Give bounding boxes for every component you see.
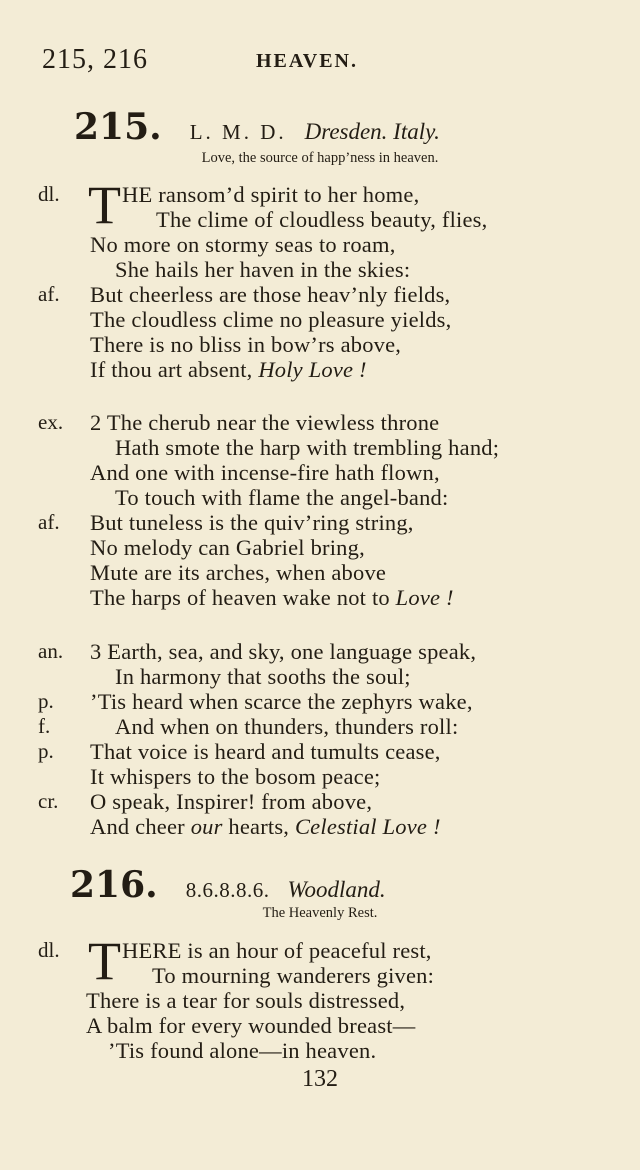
verse-line: No melody can Gabriel bring, bbox=[90, 535, 365, 560]
verse-line: HE ransom’d spirit to her home, bbox=[122, 182, 420, 207]
hymn-216-subtitle: The Heavenly Rest. bbox=[262, 905, 378, 921]
verse-italic: our bbox=[190, 814, 223, 839]
verse-line: It whispers to the bosom peace; bbox=[90, 764, 381, 789]
verse-line: The clime of cloudless beauty, flies, bbox=[156, 207, 488, 232]
verse-line: O speak, Inspirer! from above, bbox=[90, 789, 373, 814]
hymn-215-meter: L. M. D. bbox=[189, 120, 287, 144]
verse-line: And when on thunders, thunders roll: bbox=[115, 714, 459, 739]
drop-cap: T bbox=[88, 931, 121, 991]
verse-line: ’Tis heard when scarce the zephyrs wake, bbox=[90, 689, 473, 714]
verse-text: And cheer bbox=[90, 814, 191, 839]
running-head bbox=[42, 44, 602, 78]
dynamic-mark: an. bbox=[38, 639, 64, 663]
verse-line: And one with incense-fire hath flown, bbox=[90, 460, 440, 485]
verse-line bbox=[90, 814, 441, 840]
verse-line: ’Tis found alone—in heaven. bbox=[108, 1038, 377, 1063]
verse-italic: Holy Love ! bbox=[258, 357, 367, 382]
verse-line: In harmony that sooths the soul; bbox=[115, 664, 411, 689]
dynamic-mark: f. bbox=[38, 714, 51, 738]
verse-text: If thou art absent, bbox=[90, 357, 259, 382]
hymn-216-meter: 8.6.8.8.6. bbox=[185, 878, 270, 902]
hymn-215-number: 215. bbox=[74, 106, 162, 148]
verse-line: There is no bliss in bow’rs above, bbox=[90, 332, 402, 357]
verse-line: 2 The cherub near the viewless throne bbox=[90, 410, 440, 435]
verse-line: To touch with flame the angel-band: bbox=[115, 485, 449, 510]
hymn-216-heading bbox=[70, 864, 386, 904]
verse-text: The harps of heaven wake not to bbox=[90, 585, 396, 610]
verse-line: But cheerless are those heav’nly fields, bbox=[90, 282, 451, 307]
dynamic-mark: dl. bbox=[38, 938, 60, 962]
verse-line: A balm for every wounded breast— bbox=[86, 1013, 416, 1038]
verse-italic: Love ! bbox=[395, 585, 454, 610]
verse-line: To mourning wanderers given: bbox=[152, 963, 435, 988]
verse-line: But tuneless is the quiv’ring string, bbox=[90, 510, 414, 535]
verse-line: Hath smote the harp with trembling hand; bbox=[115, 435, 500, 460]
verse-line: 3 Earth, sea, and sky, one language speak, bbox=[90, 639, 477, 664]
verse-line: The cloudless clime no pleasure yields, bbox=[90, 307, 452, 332]
verse-italic: Celestial Love ! bbox=[294, 814, 441, 839]
verse-line: That voice is heard and tumults cease, bbox=[90, 739, 441, 764]
hymn-215-tunes: Dresden. Italy. bbox=[304, 119, 440, 144]
verse-line: Mute are its arches, when above bbox=[90, 560, 387, 585]
verse-line bbox=[90, 357, 367, 383]
dynamic-mark: p. bbox=[38, 739, 54, 763]
verse-line: There is a tear for souls distressed, bbox=[86, 988, 406, 1013]
verse-line: HERE is an hour of peaceful rest, bbox=[122, 938, 432, 963]
verse-line: She hails her haven in the skies: bbox=[115, 257, 411, 282]
verse-text: hearts, bbox=[222, 814, 295, 839]
verse-line bbox=[90, 585, 454, 611]
page-number: 132 bbox=[302, 1066, 338, 1092]
hymn-216-tune: Woodland. bbox=[287, 877, 386, 902]
verse-line: No more on stormy seas to roam, bbox=[90, 232, 396, 257]
running-head-page-numbers: 215, 216 bbox=[42, 44, 148, 75]
dynamic-mark: af. bbox=[38, 282, 60, 306]
dynamic-mark: cr. bbox=[38, 789, 59, 813]
dynamic-mark: ex. bbox=[38, 410, 64, 434]
dynamic-mark: p. bbox=[38, 689, 54, 713]
drop-cap: T bbox=[88, 175, 121, 235]
hymn-215-heading bbox=[74, 106, 440, 146]
hymn-215-subtitle: Love, the source of happ’ness in heaven. bbox=[201, 150, 439, 166]
dynamic-mark: af. bbox=[38, 510, 60, 534]
dynamic-mark: dl. bbox=[38, 182, 60, 206]
hymn-216-number: 216. bbox=[70, 864, 158, 906]
running-head-title: HEAVEN. bbox=[256, 50, 358, 72]
